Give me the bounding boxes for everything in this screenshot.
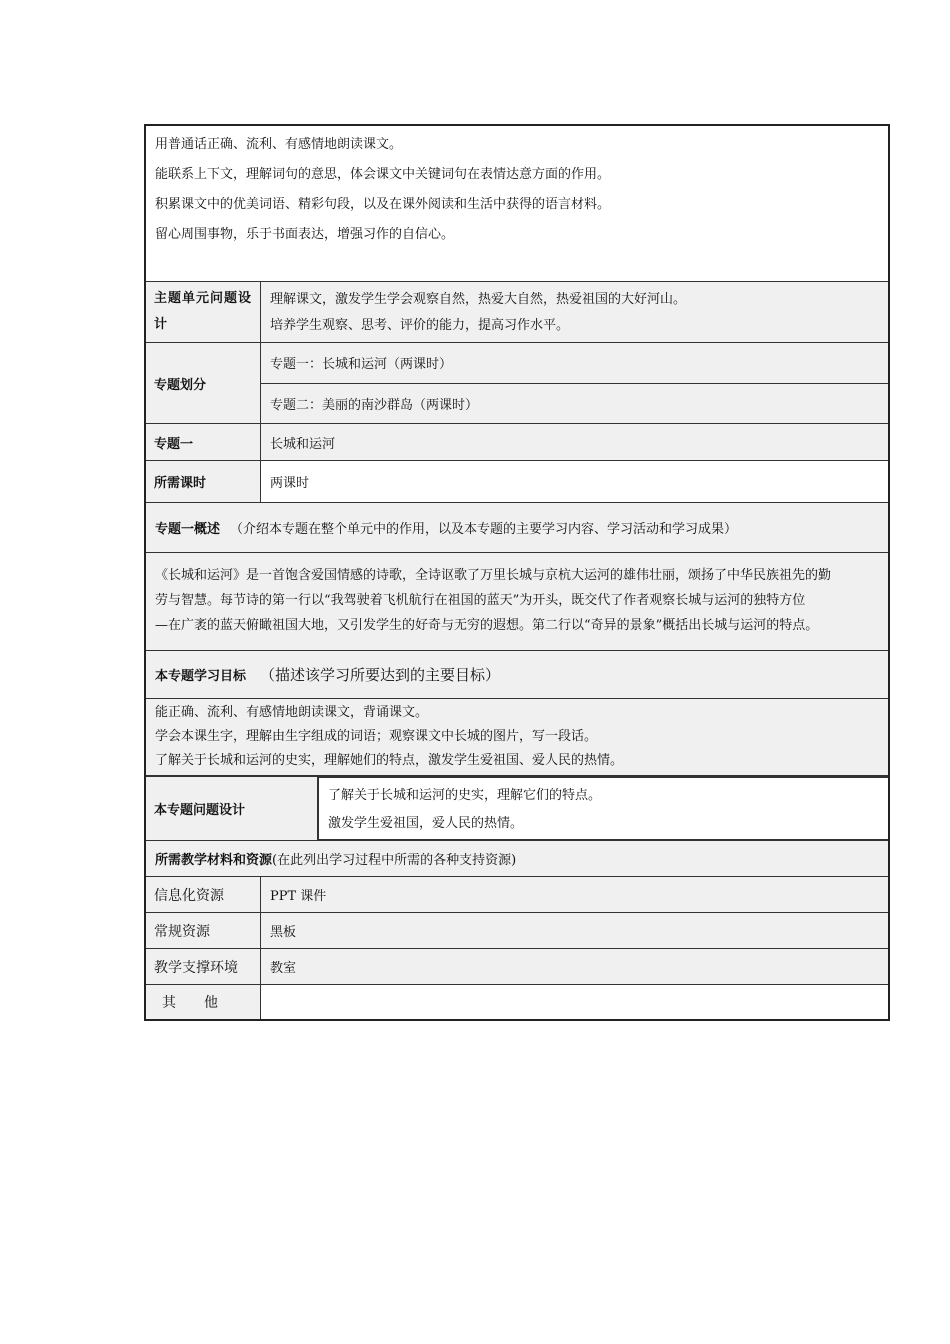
- topic-question-label: 本专题问题设计: [146, 777, 318, 840]
- objective-line: 能联系上下文，理解词句的意思，体会课文中关键词句在表情达意方面的作用。: [155, 167, 611, 182]
- objectives-cell: [146, 126, 888, 282]
- overview-line: 《长城和运河》是一首饱含爱国情感的诗歌，全诗讴歌了万里长城与京杭大运河的雄伟壮丽，颂扬了中华民族祖先的勤: [155, 568, 832, 583]
- hours-label: 所需课时: [146, 461, 261, 502]
- materials-label: 所需教学材料和资源: [155, 853, 273, 868]
- overview-hint: （介绍本专题在整个单元中的作用，以及本专题的主要学习内容、学习活动和学习成果）: [230, 522, 738, 537]
- topic-question-line: 激发学生爱祖国，爱人民的热情。: [328, 816, 524, 831]
- goal-line: 学会本课生字，理解由生字组成的词语；观察课文中长城的图片，写一段话。: [155, 729, 598, 744]
- topic-division-item: 专题一：长城和运河（两课时）: [261, 343, 888, 384]
- material-value: 教室: [270, 961, 297, 976]
- topic-one-row: [146, 424, 888, 461]
- overview-line: —在广袤的蓝天俯瞰祖国大地，又引发学生的好奇与无穷的遐想。第二行以“奇异的景象”概括出长城与运河的特点。: [155, 618, 819, 633]
- topic-division-label: 专题划分: [146, 343, 261, 423]
- objective-line: 用普通话正确、流利、有感情地朗读课文。: [155, 137, 403, 152]
- unit-question-row: [146, 282, 888, 343]
- material-row: [146, 949, 888, 985]
- overview-body: [146, 553, 888, 651]
- topic-division-row: [146, 343, 888, 424]
- topic-division-list: [261, 343, 888, 423]
- overview-label: 专题一概述: [155, 522, 221, 537]
- material-value: [261, 985, 888, 1019]
- materials-hint: (在此列出学习过程中所需的各种支持资源): [272, 853, 517, 868]
- goals-hint: （描述该学习所要达到的主要目标）: [260, 666, 501, 684]
- goals-label: 本专题学习目标: [155, 669, 247, 684]
- goal-line: 能正确、流利、有感情地朗读课文，背诵课文。: [155, 705, 429, 720]
- lesson-plan-table: [144, 124, 890, 1021]
- goal-line: 了解关于长城和运河的史实，理解她们的特点，激发学生爱祖国、爱人民的热情。: [155, 753, 624, 768]
- unit-question-label: 主题单元问题设计: [146, 282, 261, 342]
- overview-header: [146, 503, 888, 553]
- unit-question-line: 培养学生观察、思考、评价的能力，提高习作水平。: [270, 318, 570, 333]
- topic-question-line: 了解关于长城和运河的史实，理解它们的特点。: [328, 788, 602, 803]
- material-row: [146, 913, 888, 949]
- materials-header: [146, 841, 888, 877]
- objective-line: 留心周围事物，乐于书面表达，增强习作的自信心。: [155, 227, 455, 242]
- material-label: 其 他: [146, 985, 261, 1019]
- unit-question-line: 理解课文，激发学生学会观察自然，热爱大自然，热爱祖国的大好河山。: [270, 292, 687, 307]
- material-label: 常规资源: [146, 913, 261, 948]
- material-label: 教学支撑环境: [146, 949, 261, 984]
- topic-one-label: 专题一: [146, 424, 261, 460]
- overview-line: 劳与智慧。每节诗的第一行以“我驾驶着飞机航行在祖国的蓝天”为开头，既交代了作者观察长城与运河的独特方位: [155, 593, 806, 608]
- topic-division-item: 专题二：美丽的南沙群岛（两课时）: [261, 384, 888, 424]
- goals-body: [146, 699, 888, 775]
- material-row: [146, 877, 888, 913]
- material-value: 黑板: [270, 925, 297, 940]
- unit-question-content: [261, 282, 888, 342]
- goals-header: [146, 651, 888, 699]
- objective-line: 积累课文中的优美词语、精彩句段，以及在课外阅读和生活中获得的语言材料。: [155, 197, 611, 212]
- topic-question-content: [318, 777, 888, 840]
- material-label: 信息化资源: [146, 877, 261, 912]
- hours-value: 两课时: [270, 476, 310, 491]
- topic-one-value: 长城和运河: [270, 436, 336, 452]
- material-value: PPT 课件: [270, 889, 327, 904]
- material-row: [146, 985, 888, 1019]
- topic-question-row: [146, 775, 888, 841]
- hours-row: [146, 461, 888, 503]
